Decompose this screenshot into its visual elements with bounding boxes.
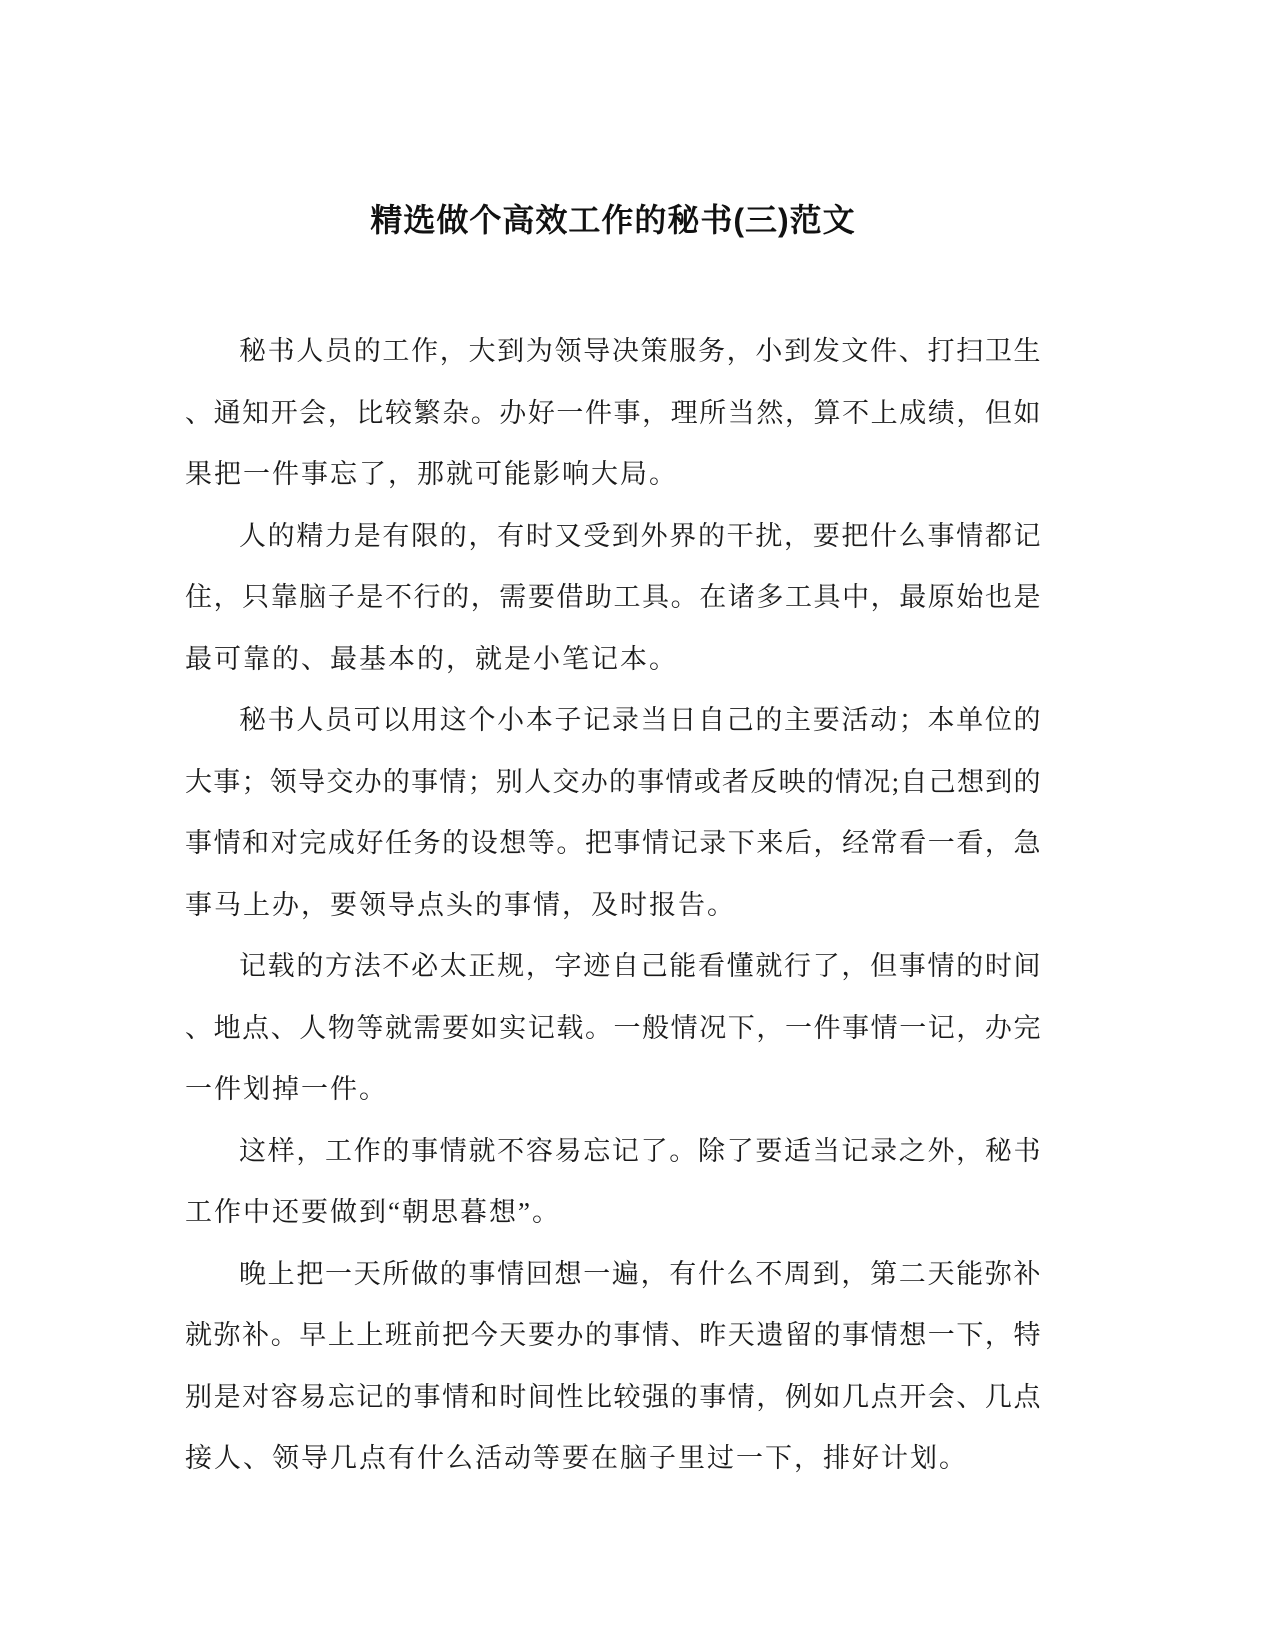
text-line: 别是对容易忘记的事情和时间性比较强的事情，例如几点开会、几点 <box>185 1381 1041 1412</box>
document-content <box>185 196 1041 1490</box>
text-line: 事马上办，要领导点头的事情，及时报告。 <box>185 889 736 920</box>
text-line: 事情和对完成好任务的设想等。把事情记录下来后，经常看一看，急 <box>185 828 1041 858</box>
text-line: 记载的方法不必太正规，字迹自己能看懂就行了，但事情的时间 <box>239 951 1041 981</box>
paragraph <box>185 690 1041 936</box>
text-line: 人的精力是有限的，有时又受到外界的干扰，要把什么事情都记 <box>239 520 1041 551</box>
text-line: 最可靠的、最基本的，就是小笔记本。 <box>185 643 678 674</box>
text-line: 这样，工作的事情就不容易忘记了。除了要适当记录之外，秘书 <box>239 1135 1041 1166</box>
text-line: 接人、领导几点有什么活动等要在脑子里过一下，排好计划。 <box>185 1443 968 1473</box>
paragraph <box>185 506 1041 691</box>
document-title: 精选做个高效工作的秘书(三)范文 <box>370 202 856 238</box>
text-line: 果把一件事忘了，那就可能影响大局。 <box>185 459 678 489</box>
paragraph <box>185 1244 1041 1490</box>
paragraph <box>185 321 1041 506</box>
text-line: 就弥补。早上上班前把今天要办的事情、昨天遗留的事情想一下，特 <box>185 1320 1041 1350</box>
text-line: 、通知开会，比较繁杂。办好一件事，理所当然，算不上成绩，但如 <box>185 397 1041 428</box>
text-line: 、地点、人物等就需要如实记载。一般情况下，一件事情一记，办完 <box>185 1012 1041 1043</box>
text-line: 住，只靠脑子是不行的，需要借助工具。在诸多工具中，最原始也是 <box>185 582 1041 612</box>
text-line: 秘书人员可以用这个小本子记录当日自己的主要活动；本单位的 <box>239 705 1041 735</box>
text-line: 一件划掉一件。 <box>185 1074 388 1104</box>
paragraph <box>185 1121 1041 1244</box>
document-body <box>185 321 1041 1490</box>
text-line: 晚上把一天所做的事情回想一遍，有什么不周到，第二天能弥补 <box>239 1258 1041 1289</box>
text-line: 大事；领导交办的事情；别人交办的事情或者反映的情况;自己想到的 <box>185 766 1041 797</box>
text-line: 秘书人员的工作，大到为领导决策服务，小到发文件、打扫卫生 <box>239 336 1041 366</box>
text-line: 工作中还要做到“朝思暮想”。 <box>185 1197 561 1227</box>
paragraph <box>185 936 1041 1121</box>
